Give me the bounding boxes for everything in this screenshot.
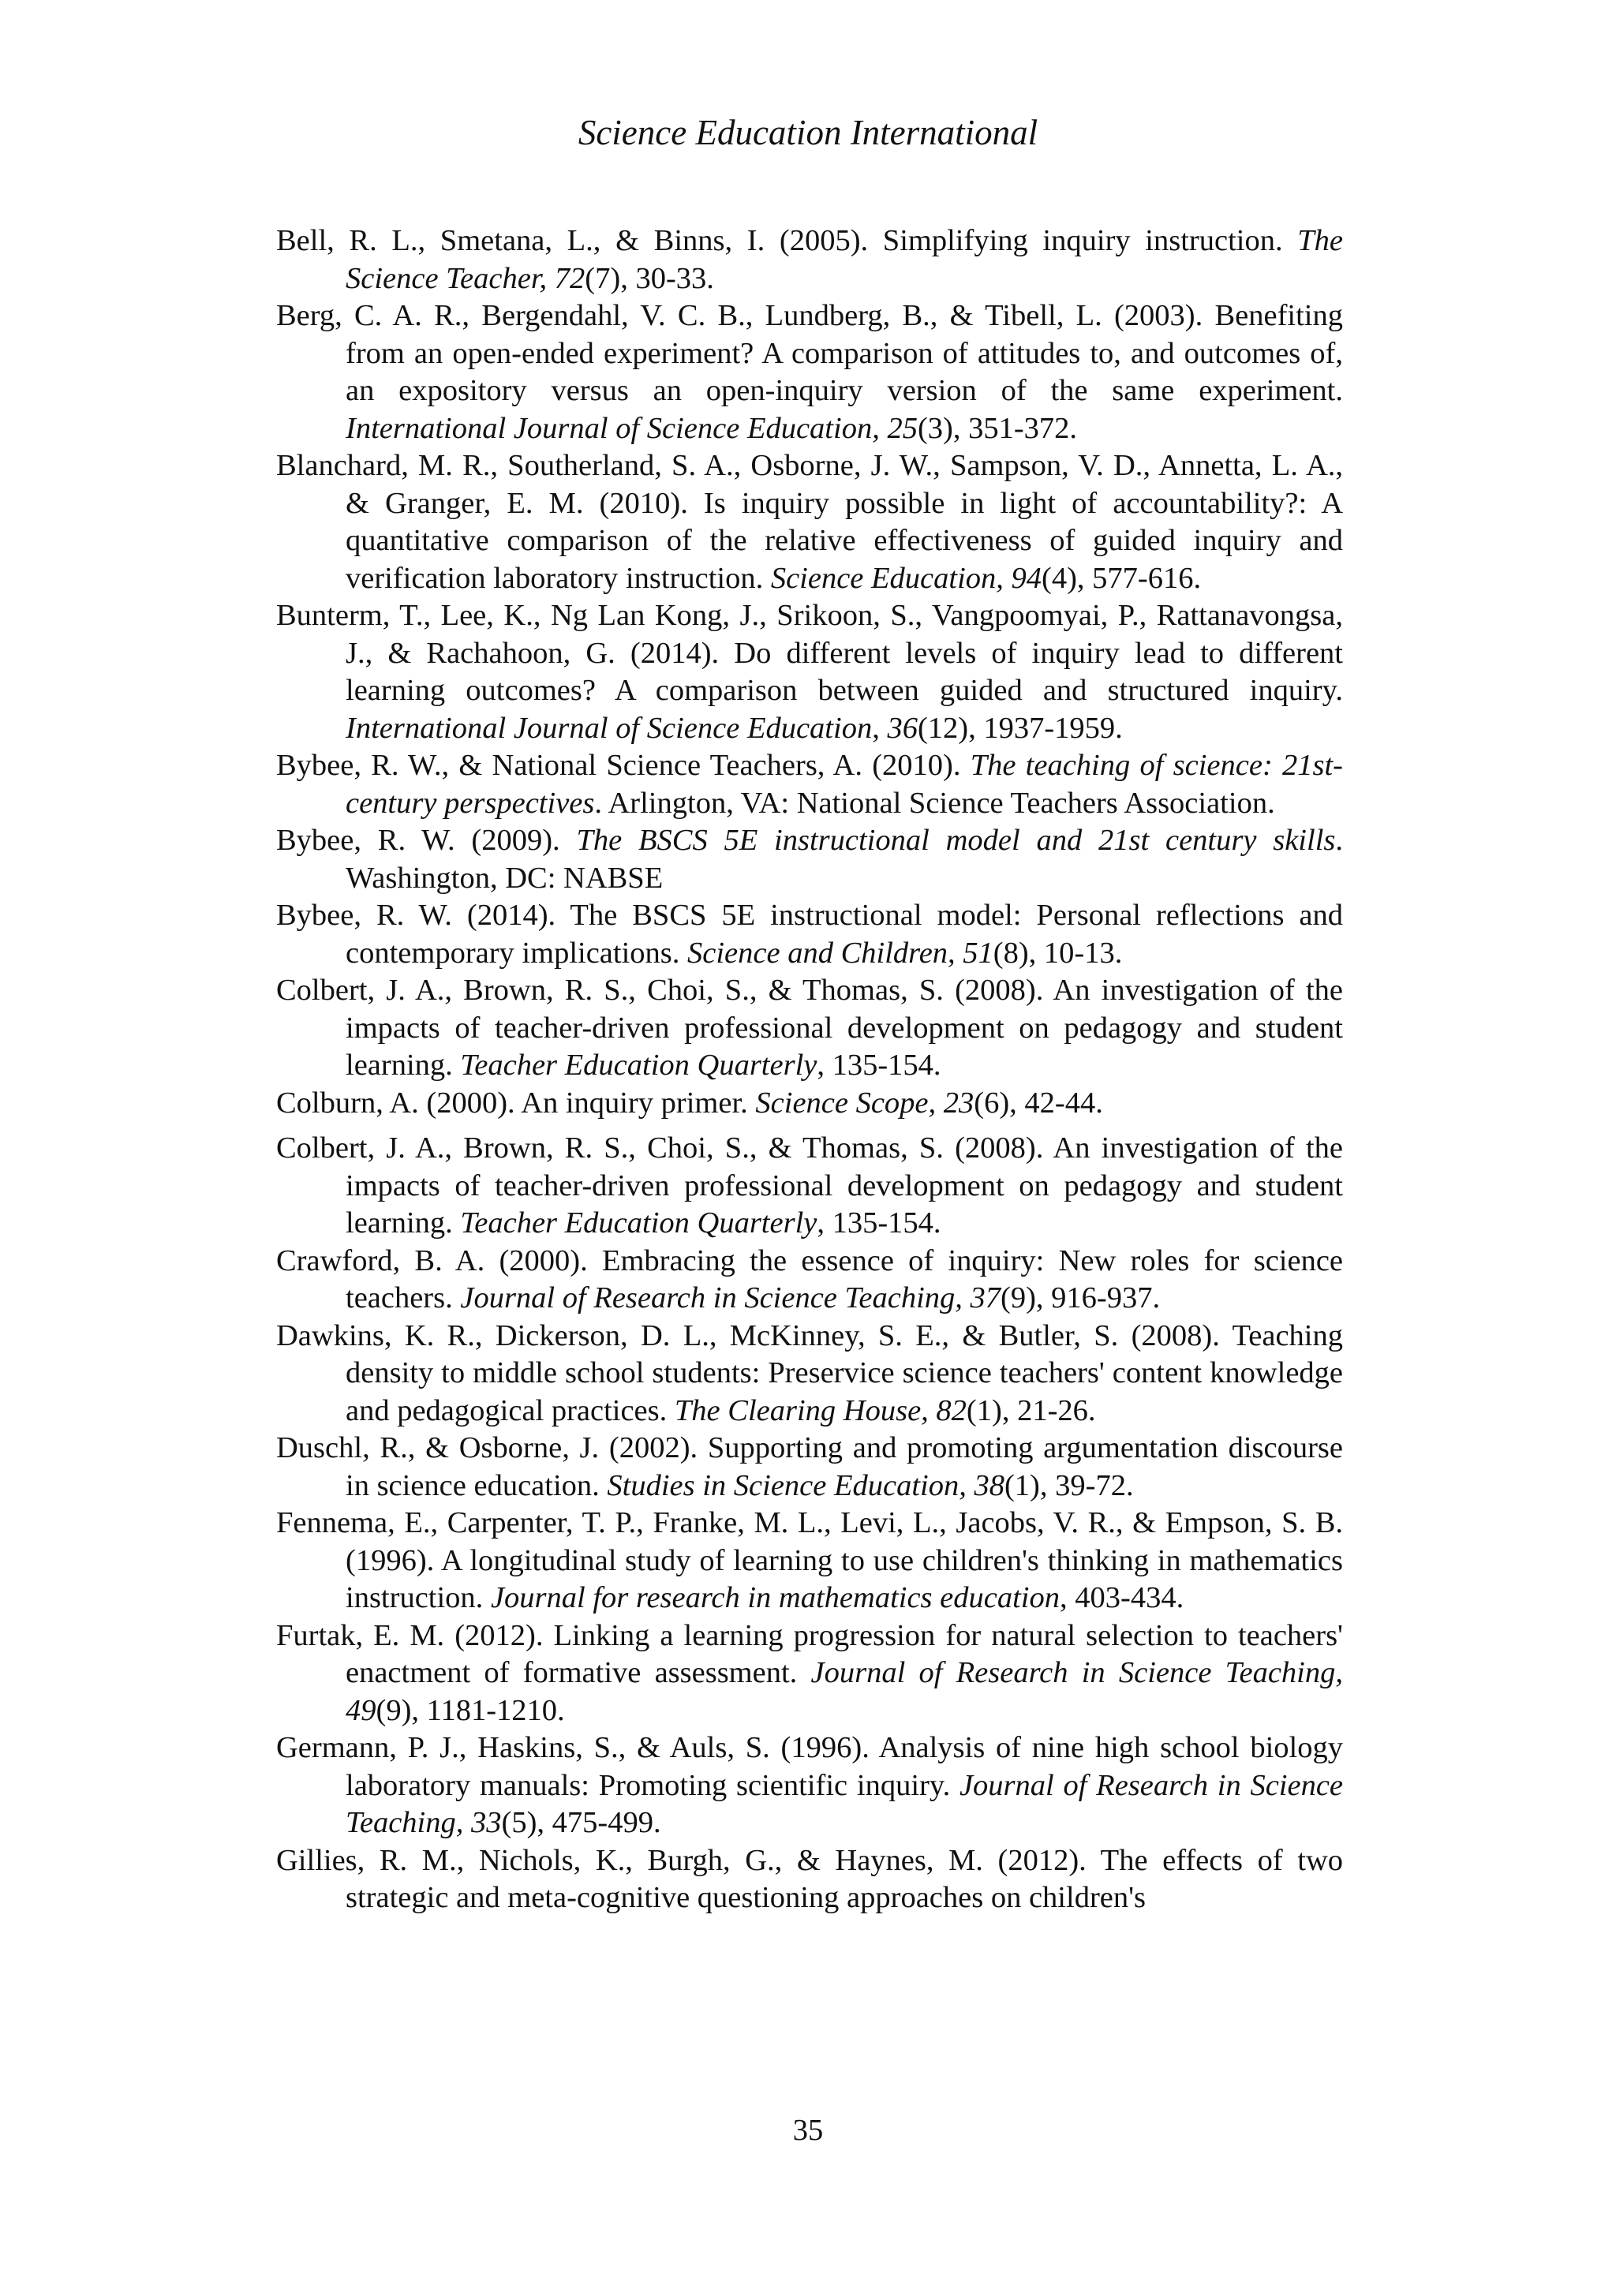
reference-entry-furtak-2012: Furtak, E. M. (2012). Linking a learning progression for natural selection to teachers' enactment of formative assessment. Journal of Research in Science Teaching, 49(9), 1181-1210. <box>276 1618 1344 1727</box>
reference-entry-bybee-2010: Bybee, R. W., & National Science Teachers, A. (2010). The teaching of science: 21st-century perspectives. Arlington, VA: National Science Teachers Association. <box>276 749 1343 820</box>
reference-entry-bell-2005: Bell, R. L., Smetana, L., & Binns, I. (2005). Simplifying inquiry instruction. The Science Teacher, 72(7), 30-33. <box>276 224 1343 295</box>
reference-entry-bunterm-2014: Bunterm, T., Lee, K., Ng Lan Kong, J., Srikoon, S., Vangpoomyai, P., Rattanavongsa, J., & Rachahoon, G. (2014). Do different levels of inquiry lead to different learning outcomes? A comparison between guided and structured inquiry. International Journal of Science Education, 36(12), 1937-1959. <box>276 599 1343 745</box>
reference-entry-fennema-1996: Fennema, E., Carpenter, T. P., Franke, M. L., Levi, L., Jacobs, V. R., & Empson, S. B. (1996). A longitudinal study of learning to use children's thinking in mathematics instruction. Journal for research in mathematics education, 403-434. <box>276 1506 1343 1614</box>
reference-entry-gillies-2012: Gillies, R. M., Nichols, K., Burgh, G., & Haynes, M. (2012). The effects of two strategic and meta-cognitive questioning approaches on children's <box>276 1843 1343 1914</box>
reference-entry-germann-1996: Germann, P. J., Haskins, S., & Auls, S. (1996). Analysis of nine high school biology laboratory manuals: Promoting scientific inquiry. Journal of Research in Science Teaching, 33(5), 475-499. <box>276 1731 1343 1839</box>
reference-entry-colburn-2000: Colburn, A. (2000). An inquiry primer. Science Scope, 23(6), 42-44. <box>276 1086 1103 1120</box>
reference-entry-bybee-2009: Bybee, R. W. (2009). The BSCS 5E instructional model and 21st century skills. Washington, DC: NABSE <box>276 824 1343 895</box>
page-number: 35 <box>792 2114 824 2147</box>
reference-entry-colbert-2008: Colbert, J. A., Brown, R. S., Choi, S., & Thomas, S. (2008). An investigation of the impacts of teacher-driven professional development on pedagogy and student learning. Teacher Education Quarterly, 135-154. <box>276 974 1343 1082</box>
reference-entry-colbert-2008-repeat: Colbert, J. A., Brown, R. S., Choi, S., & Thomas, S. (2008). An investigation of the impacts of teacher-driven professional development on pedagogy and student learning. Teacher Education Quarterly, 135-154. <box>276 1131 1343 1240</box>
reference-entry-bybee-2014: Bybee, R. W. (2014). The BSCS 5E instructional model: Personal reflections and contemporary implications. Science and Children, 51(8), 10-13. <box>276 899 1343 970</box>
running-header: Science Education International <box>578 113 1038 152</box>
reference-entry-berg-2003: Berg, C. A. R., Bergendahl, V. C. B., Lundberg, B., & Tibell, L. (2003). Benefiting from an open-ended experiment? A comparison of attitudes to, and outcomes of, an expository versus an open-inquiry version of the same experiment. International Journal of Science Education, 25(3), 351-372. <box>276 299 1343 445</box>
reference-entry-dawkins-2008: Dawkins, K. R., Dickerson, D. L., McKinney, S. E., & Butler, S. (2008). Teaching density to middle school students: Preservice science teachers' content knowledge and pedagogical practices. The Clearing House, 82(1), 21-26. <box>276 1318 1343 1427</box>
reference-entry-crawford-2000: Crawford, B. A. (2000). Embracing the essence of inquiry: New roles for science teachers. Journal of Research in Science Teaching, 37(9), 916-937. <box>276 1243 1343 1314</box>
reference-list <box>276 222 1343 1917</box>
reference-entry-duschl-2002: Duschl, R., & Osborne, J. (2002). Supporting and promoting argumentation discourse in science education. Studies in Science Education, 38(1), 39-72. <box>276 1431 1343 1502</box>
reference-entry-blanchard-2010: Blanchard, M. R., Southerland, S. A., Osborne, J. W., Sampson, V. D., Annetta, L. A., & Granger, E. M. (2010). Is inquiry possible in light of accountability?: A quantitative comparison of the relative effectiveness of guided inquiry and verification laboratory instruction. Science Education, 94(4), 577-616. <box>276 449 1343 595</box>
